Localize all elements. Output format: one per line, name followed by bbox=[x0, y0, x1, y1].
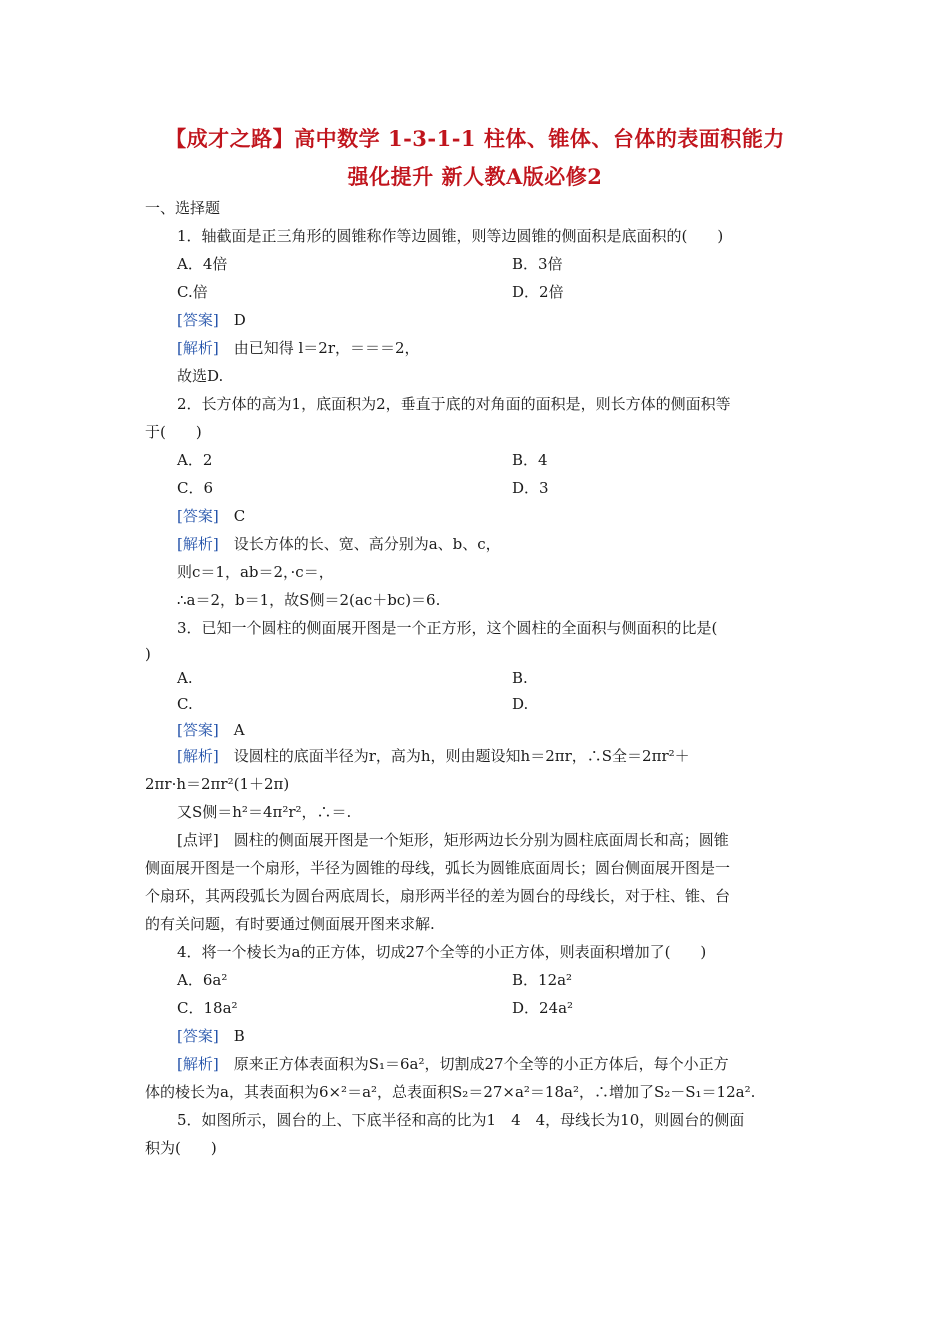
q2-option-b: B．4 bbox=[512, 451, 548, 469]
question-2-cont: 于( ) bbox=[145, 423, 202, 441]
q4-option-c: C．18a² bbox=[177, 999, 238, 1017]
q1-answer bbox=[177, 310, 246, 330]
q1-conclusion: 故选D. bbox=[177, 367, 224, 385]
analysis-tag: [解析] bbox=[177, 339, 219, 357]
q4-option-d: D．24a² bbox=[512, 999, 574, 1017]
q1-option-b: B．3倍 bbox=[512, 255, 563, 273]
q1-option-a: A．4倍 bbox=[177, 255, 228, 273]
document-title bbox=[145, 120, 805, 196]
q2-step-1: 则c＝1，ab＝2，·c＝， bbox=[177, 563, 334, 581]
q2-step-2: ∴a＝2，b＝1，故S侧＝2(ac＋bc)＝6. bbox=[177, 591, 441, 609]
q2-option-a: A．2 bbox=[177, 451, 213, 469]
section-heading: 一、选择题 bbox=[145, 199, 221, 217]
q3-option-c: C. bbox=[177, 695, 193, 713]
q4-analysis-cont: 体的棱长为a，其表面积为6×²＝a²，总表面积S₂＝27×a²＝18a²，∴增加了S₂－S₁＝12a². bbox=[145, 1083, 756, 1101]
q4-option-a: A．6a² bbox=[177, 971, 228, 989]
q3-comment-2: 侧面展开图是一个扇形，半径为圆锥的母线，弧长为圆锥底面周长；圆台侧面展开图是一 bbox=[145, 859, 731, 877]
question-1: 1．轴截面是正三角形的圆锥称作等边圆锥，则等边圆锥的侧面积是底面积的( ) bbox=[177, 227, 724, 245]
question-3-cont: ) bbox=[145, 645, 151, 663]
q3-option-d: D. bbox=[512, 695, 529, 713]
answer-tag: [答案] bbox=[177, 311, 219, 329]
analysis-text: 由已知得 l＝2r，＝＝＝2， bbox=[218, 339, 420, 357]
question-4: 4．将一个棱长为a的正方体，切成27个全等的小正方体，则表面积增加了( ) bbox=[177, 943, 707, 961]
q3-step: 又S侧＝h²＝4π²r²，∴＝. bbox=[177, 803, 352, 821]
question-5-cont: 积为( ) bbox=[145, 1139, 217, 1157]
question-3: 3．已知一个圆柱的侧面展开图是一个正方形，这个圆柱的全面积与侧面积的比是( bbox=[177, 619, 718, 637]
answer-tag: [答案] bbox=[177, 507, 219, 525]
q3-answer bbox=[177, 720, 245, 740]
analysis-text: 设长方体的长、宽、高分别为a、b、c， bbox=[218, 535, 501, 553]
analysis-text: 原来正方体表面积为S₁＝6a²，切割成27个全等的小正方体后，每个小正方 bbox=[218, 1055, 729, 1073]
answer-tag: [答案] bbox=[177, 1027, 219, 1045]
title-line-2: 强化提升 新人教A版必修2 bbox=[347, 164, 603, 189]
q2-option-c: C．6 bbox=[177, 479, 214, 497]
q2-answer bbox=[177, 506, 245, 526]
answer-value: A bbox=[218, 721, 245, 739]
q1-analysis bbox=[177, 338, 420, 358]
question-2: 2．长方体的高为1，底面积为2，垂直于底的对角面的面积是，则长方体的侧面积等 bbox=[177, 395, 731, 413]
q2-analysis bbox=[177, 534, 501, 554]
analysis-tag: [解析] bbox=[177, 535, 219, 553]
q3-comment-4: 的有关问题，有时要通过侧面展开图来求解. bbox=[145, 915, 435, 933]
q3-option-a: A. bbox=[177, 669, 193, 687]
q3-analysis bbox=[177, 746, 690, 766]
title-line-1: 【成才之路】高中数学 1-3-1-1 柱体、锥体、台体的表面积能力 bbox=[165, 126, 785, 151]
answer-value: C bbox=[218, 507, 246, 525]
q3-option-b: B. bbox=[512, 669, 528, 687]
question-5: 5．如图所示，圆台的上、下底半径和高的比为1 4 4，母线长为10，则圆台的侧面 bbox=[177, 1111, 745, 1129]
q3-comment-1: [点评] 圆柱的侧面展开图是一个矩形，矩形两边长分别为圆柱底面周长和高；圆锥 bbox=[177, 831, 729, 849]
q2-option-d: D．3 bbox=[512, 479, 549, 497]
analysis-tag: [解析] bbox=[177, 1055, 219, 1073]
analysis-text: 设圆柱的底面半径为r，高为h，则由题设知h＝2πr，∴S全＝2πr²＋ bbox=[218, 747, 690, 765]
answer-value: D bbox=[218, 311, 246, 329]
analysis-tag: [解析] bbox=[177, 747, 219, 765]
q4-answer bbox=[177, 1026, 245, 1046]
answer-tag: [答案] bbox=[177, 721, 219, 739]
q3-analysis-cont: 2πr·h＝2πr²(1＋2π) bbox=[145, 775, 290, 793]
q1-option-c: C.倍 bbox=[177, 283, 208, 301]
q4-analysis bbox=[177, 1054, 729, 1074]
q1-option-d: D．2倍 bbox=[512, 283, 564, 301]
answer-value: B bbox=[218, 1027, 245, 1045]
q3-comment-3: 个扇环，其两段弧长为圆台两底周长，扇形两半径的差为圆台的母线长，对于柱、锥、台 bbox=[145, 887, 731, 905]
q4-option-b: B．12a² bbox=[512, 971, 573, 989]
